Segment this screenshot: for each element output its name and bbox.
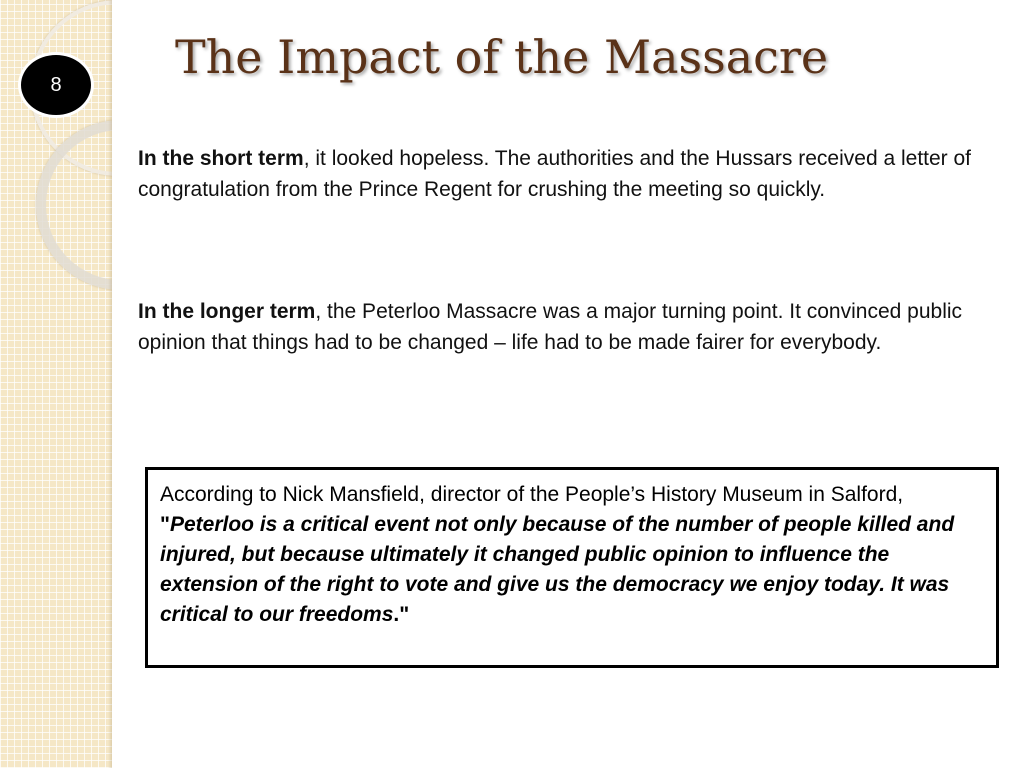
quote-close-mark: ." bbox=[393, 603, 410, 626]
quote-open-mark: " bbox=[160, 513, 170, 536]
quote-paragraph bbox=[160, 480, 984, 630]
slide-title: The Impact of the Massacre bbox=[175, 30, 829, 84]
short-term-lead: In the short term bbox=[138, 147, 304, 170]
longer-term-text: , the Peterloo Massacre was a major turning point. It convinced public opinion that things had to be changed – life had to be made fairer for everybody. bbox=[138, 300, 963, 354]
quote-box bbox=[145, 467, 999, 668]
longer-term-lead: In the longer term bbox=[138, 300, 316, 323]
longer-term-paragraph bbox=[138, 296, 988, 358]
quote-intro: According to Nick Mansfield, director of the People’s History Museum in Salford, bbox=[160, 483, 904, 506]
slide-number: 8 bbox=[50, 73, 62, 96]
quote-text: Peterloo is a critical event not only because of the number of people killed and injured, but because ultimately it changed public opinion to influence the extension of the right to vote and give us the democracy we enjoy today. It was critical to our freedoms bbox=[160, 513, 955, 626]
decorative-ring-bottom bbox=[36, 120, 112, 290]
slide-number-badge bbox=[18, 52, 94, 118]
short-term-text: , it looked hopeless. The authorities and the Hussars received a letter of congratulation from the Prince Regent for crushing the meeting so quickly. bbox=[138, 147, 972, 201]
short-term-paragraph bbox=[138, 143, 988, 205]
